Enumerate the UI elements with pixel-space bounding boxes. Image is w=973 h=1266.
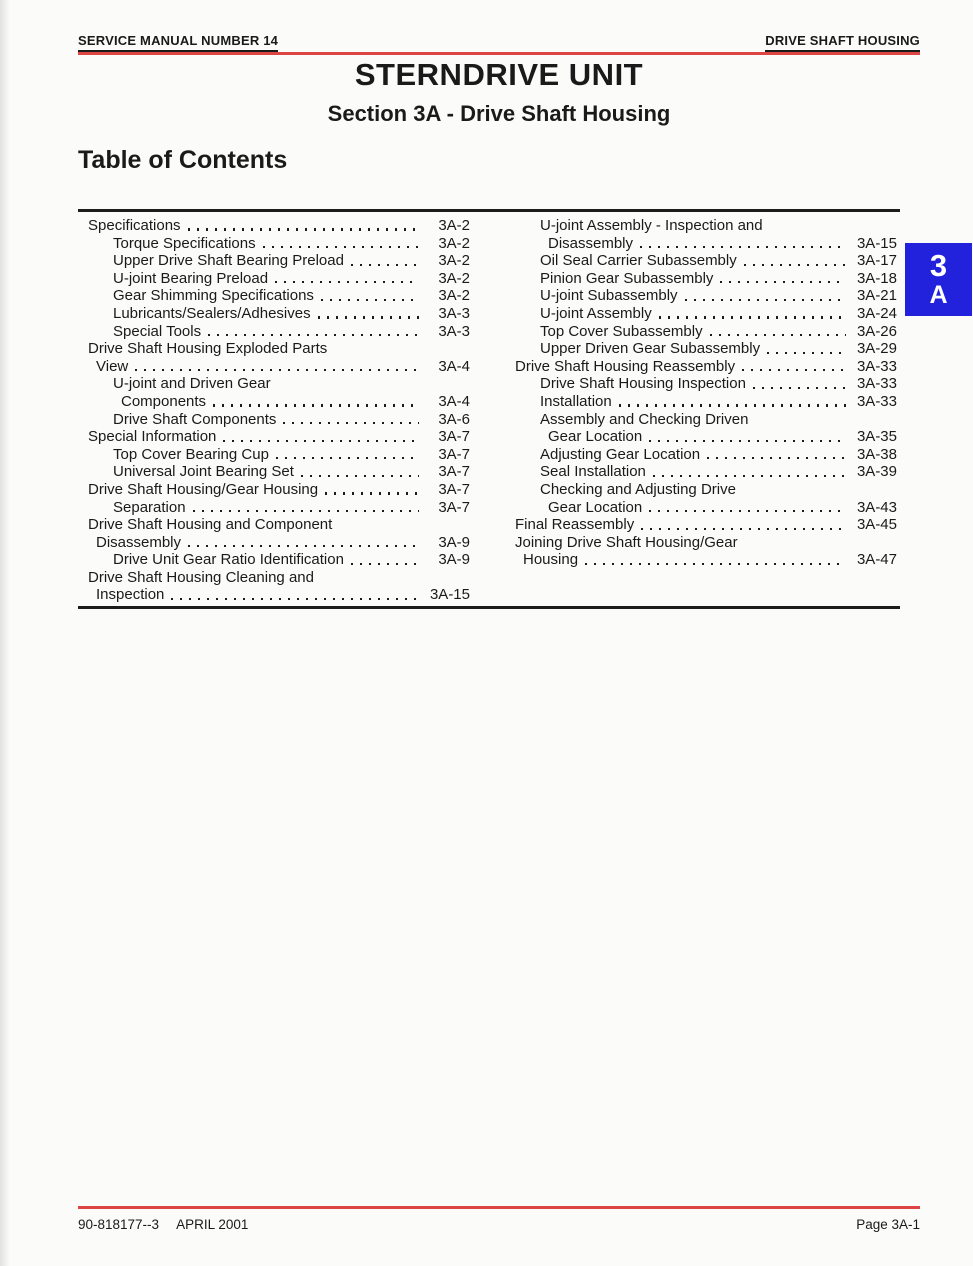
toc-entry-page: 3A-33 <box>856 392 897 410</box>
toc-entry <box>78 305 470 323</box>
toc-entry <box>505 340 897 358</box>
toc-entry <box>78 481 470 499</box>
dot-leader <box>223 440 419 442</box>
footer-part-number: 90-818177--3 <box>78 1217 160 1232</box>
toc-entry-label: View <box>96 357 129 375</box>
toc-entry <box>78 516 470 534</box>
doc-title: STERNDRIVE UNIT <box>354 57 644 92</box>
toc-entry-label: U-joint Assembly - Inspection and <box>540 217 763 234</box>
toc-entry-label: Drive Shaft Housing Reassembly <box>515 357 736 375</box>
toc-entry-label: Top Cover Subassembly <box>540 322 703 340</box>
dot-leader <box>653 475 846 477</box>
toc-heading: Table of Contents <box>78 146 288 174</box>
dot-leader <box>619 404 846 406</box>
toc-entry-label: Drive Shaft Housing/Gear Housing <box>88 480 319 498</box>
toc-entry <box>78 252 470 270</box>
toc-entry-label: U-joint Assembly <box>540 304 652 322</box>
dot-leader <box>301 475 419 477</box>
dot-leader <box>188 545 419 547</box>
toc-entry-label: Drive Shaft Components <box>113 410 277 428</box>
toc-entry <box>505 499 897 517</box>
toc-entry-label: Lubricants/Sealers/Adhesives <box>113 304 311 322</box>
dot-leader <box>325 492 419 494</box>
dot-leader <box>707 457 846 459</box>
header-right-text: DRIVE SHAFT HOUSING <box>765 33 920 52</box>
dot-leader <box>742 369 846 371</box>
toc-entry-page: 3A-29 <box>856 340 897 358</box>
toc-entry-label: U-joint Subassembly <box>540 287 678 305</box>
toc-top-rule <box>78 209 900 212</box>
toc-entry-page: 3A-6 <box>438 410 470 428</box>
dot-leader <box>767 352 846 354</box>
toc-entry-page: 3A-38 <box>856 445 897 463</box>
toc-entry-page: 3A-43 <box>856 498 897 516</box>
dot-leader <box>351 563 419 565</box>
toc-entry-label: Gear Location <box>548 428 643 446</box>
toc-entry <box>78 375 470 393</box>
toc-entry-label: Checking and Adjusting Drive <box>540 480 736 498</box>
footer-page-number: Page 3A-1 <box>856 1217 920 1232</box>
toc-entry <box>78 217 470 235</box>
toc-entry-page: 3A-4 <box>438 392 470 410</box>
dot-leader <box>193 510 419 512</box>
toc-entry-page: 3A-9 <box>438 533 470 551</box>
toc-entry-label: Drive Shaft Housing and Component <box>88 516 333 534</box>
toc-entry-label: Drive Shaft Housing Exploded Parts <box>88 340 328 358</box>
toc-entry-label: Drive Unit Gear Ratio Identification <box>113 551 344 569</box>
toc-entry-page: 3A-15 <box>856 234 897 252</box>
toc-entry-page: 3A-18 <box>856 269 897 287</box>
toc-entry <box>505 393 897 411</box>
toc-entry-page: 3A-33 <box>856 357 897 375</box>
toc-entry <box>505 534 897 552</box>
toc-entry-page: 3A-17 <box>856 252 897 270</box>
toc-entry-page: 3A-4 <box>438 357 470 375</box>
toc-entry-label: Special Information <box>88 428 217 446</box>
toc-entry <box>78 393 470 411</box>
dot-leader <box>641 528 846 530</box>
toc-bottom-rule <box>78 606 900 609</box>
toc-entry-page: 3A-39 <box>856 463 897 481</box>
toc-entry-page: 3A-21 <box>856 287 897 305</box>
section-tab <box>905 243 972 316</box>
dot-leader <box>720 281 846 283</box>
toc-entry <box>78 446 470 464</box>
section-tab-letter: A <box>929 281 948 309</box>
toc-entry-label: Installation <box>540 392 612 410</box>
toc-entry-label: Drive Shaft Housing Inspection <box>540 375 746 393</box>
toc-entry <box>505 551 897 569</box>
page-footer <box>78 1217 920 1232</box>
toc-entry <box>78 235 470 253</box>
toc-entry-label: Upper Drive Shaft Bearing Preload <box>113 252 344 270</box>
toc-entry <box>78 411 470 429</box>
dot-leader <box>276 457 419 459</box>
toc-entry <box>78 428 470 446</box>
toc-entry <box>78 463 470 481</box>
toc-entry-label: Seal Installation <box>540 463 646 481</box>
dot-leader <box>640 246 846 248</box>
dot-leader <box>188 228 419 230</box>
toc-entry-page: 3A-7 <box>438 463 470 481</box>
toc-entry <box>505 516 897 534</box>
dot-leader <box>263 246 419 248</box>
toc-entry-page: 3A-2 <box>438 217 470 234</box>
dot-leader <box>135 369 419 371</box>
toc-entry-page: 3A-7 <box>438 428 470 446</box>
toc-entry <box>505 428 897 446</box>
toc-entry <box>78 569 470 587</box>
toc-entry-page: 3A-2 <box>438 234 470 252</box>
toc-entry <box>78 270 470 288</box>
dot-leader <box>710 334 846 336</box>
toc-entry-page: 3A-9 <box>438 551 470 569</box>
dot-leader <box>649 510 846 512</box>
toc-entry <box>505 358 897 376</box>
header-red-rule <box>78 52 920 55</box>
toc-entry-label: Joining Drive Shaft Housing/Gear <box>515 533 738 551</box>
toc-entry-label: Torque Specifications <box>113 234 256 252</box>
header-left-text: SERVICE MANUAL NUMBER 14 <box>78 33 278 52</box>
toc-entry <box>505 446 897 464</box>
toc-entry-label: Oil Seal Carrier Subassembly <box>540 252 737 270</box>
doc-subtitle: Section 3A - Drive Shaft Housing <box>327 101 671 126</box>
toc-entry-label: Disassembly <box>96 533 182 551</box>
dot-leader <box>685 299 846 301</box>
dot-leader <box>321 299 419 301</box>
toc-entry-page: 3A-7 <box>438 498 470 516</box>
toc-entry <box>505 305 897 323</box>
toc-entry-page: 3A-35 <box>856 428 897 446</box>
toc-entry-page: 3A-26 <box>856 322 897 340</box>
toc-left-column <box>78 217 470 604</box>
toc-entry <box>78 340 470 358</box>
toc-entry-page: 3A-2 <box>438 252 470 270</box>
toc-entry <box>505 270 897 288</box>
toc-right-column <box>505 217 897 569</box>
toc-entry-label: Drive Shaft Housing Cleaning and <box>88 568 314 586</box>
page-header <box>78 33 920 52</box>
toc-entry <box>78 551 470 569</box>
toc-entry-page: 3A-2 <box>438 269 470 287</box>
toc-entry-label: Top Cover Bearing Cup <box>113 445 269 463</box>
toc-entry-page: 3A-45 <box>856 516 897 534</box>
toc-entry-label: Components <box>121 392 207 410</box>
dot-leader <box>171 598 419 600</box>
toc-entry-label: Pinion Gear Subassembly <box>540 269 714 287</box>
toc-entry <box>505 463 897 481</box>
toc-entry-page: 3A-7 <box>438 480 470 498</box>
footer-left-text <box>78 1217 248 1232</box>
footer-date: APRIL 2001 <box>176 1217 249 1232</box>
dot-leader <box>585 563 846 565</box>
toc-entry-label: Disassembly <box>548 234 634 252</box>
toc-entry-label: U-joint Bearing Preload <box>113 269 269 287</box>
dot-leader <box>318 316 419 318</box>
toc-entry <box>78 358 470 376</box>
dot-leader <box>753 387 846 389</box>
toc-entry-page: 3A-15 <box>429 586 470 604</box>
dot-leader <box>275 281 419 283</box>
toc-entry-label: Upper Driven Gear Subassembly <box>540 340 761 358</box>
dot-leader <box>659 316 846 318</box>
toc-entry-page: 3A-2 <box>438 287 470 305</box>
toc-entry-label: Assembly and Checking Driven <box>540 410 749 428</box>
toc-entry-label: Special Tools <box>113 322 202 340</box>
toc-entry <box>505 411 897 429</box>
toc-entry <box>505 323 897 341</box>
toc-entry-page: 3A-33 <box>856 375 897 393</box>
section-tab-number: 3 <box>929 248 948 283</box>
toc-entry-label: Housing <box>523 551 579 569</box>
toc-entry <box>78 499 470 517</box>
toc-entry <box>78 287 470 305</box>
toc-entry-label: Universal Joint Bearing Set <box>113 463 294 481</box>
toc-entry <box>78 586 470 604</box>
toc-entry-label: Final Reassembly <box>515 516 635 534</box>
toc-entry-page: 3A-47 <box>856 551 897 569</box>
toc-entry <box>505 287 897 305</box>
toc-entry <box>505 375 897 393</box>
toc-entry-page: 3A-3 <box>438 304 470 322</box>
dot-leader <box>351 264 419 266</box>
toc-entry-page: 3A-7 <box>438 445 470 463</box>
toc-entry <box>505 235 897 253</box>
dot-leader <box>744 264 846 266</box>
toc-entry <box>78 534 470 552</box>
toc-entry-page: 3A-3 <box>438 322 470 340</box>
toc-entry <box>505 217 897 235</box>
toc-entry-label: Separation <box>113 498 186 516</box>
toc-entry-label: U-joint and Driven Gear <box>113 375 271 393</box>
toc-entry <box>505 481 897 499</box>
toc-entry-label: Gear Shimming Specifications <box>113 287 314 305</box>
dot-leader <box>649 440 846 442</box>
footer-red-rule <box>78 1206 920 1209</box>
toc-entry-label: Adjusting Gear Location <box>540 445 701 463</box>
dot-leader <box>283 422 419 424</box>
toc-entry-label: Inspection <box>96 586 165 604</box>
dot-leader <box>213 404 419 406</box>
toc-entry <box>505 252 897 270</box>
toc-entry <box>78 323 470 341</box>
toc-entry-label: Specifications <box>88 217 181 234</box>
dot-leader <box>208 334 419 336</box>
toc-entry-page: 3A-24 <box>856 304 897 322</box>
toc-entry-label: Gear Location <box>548 498 643 516</box>
